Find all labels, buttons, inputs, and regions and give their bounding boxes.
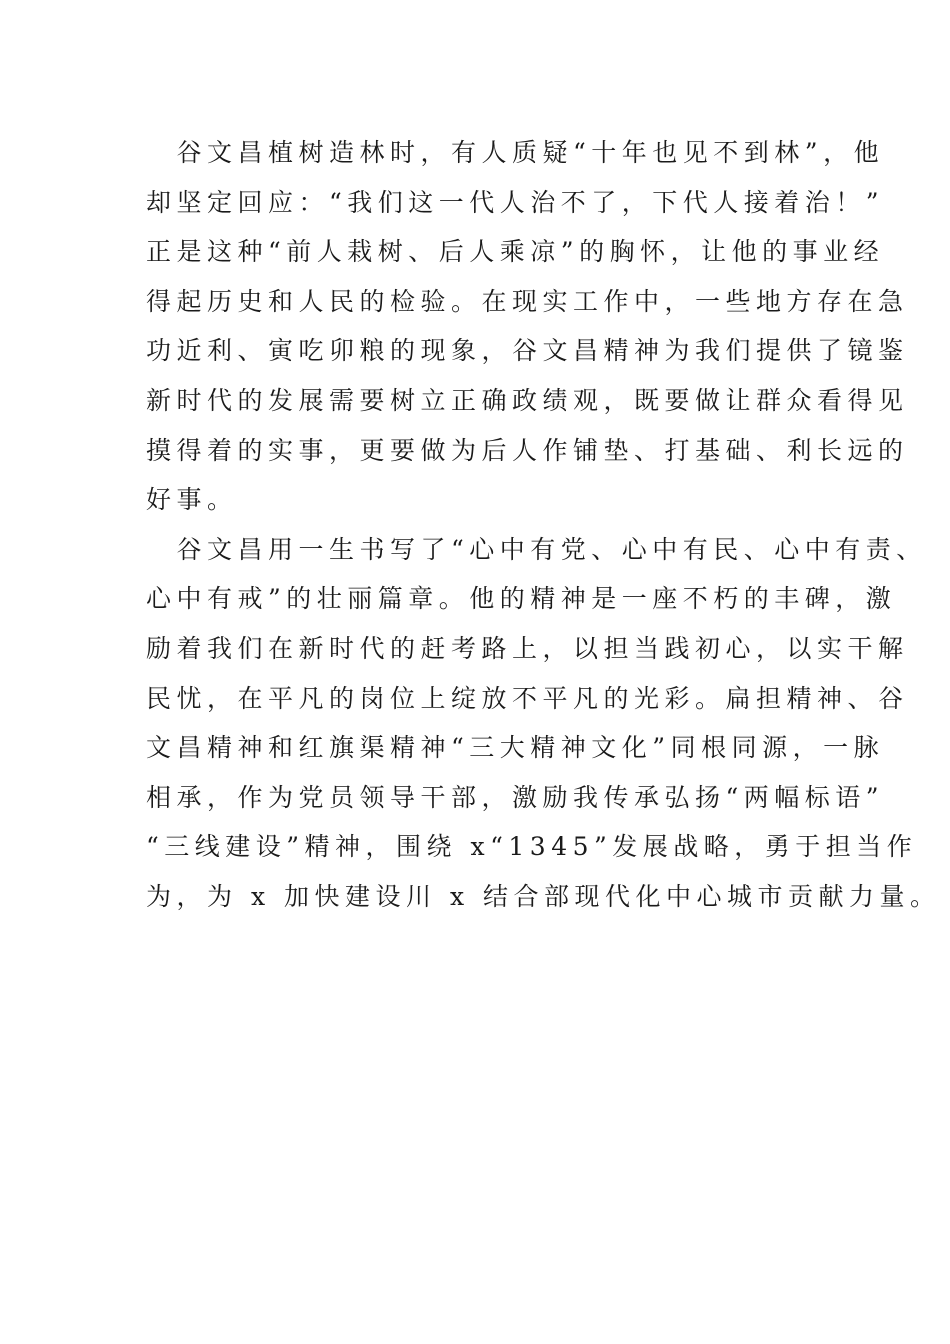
paragraph-1-line-8: 好事。 xyxy=(146,485,238,515)
paragraph-2-line-1: 谷文昌用一生书写了“心中有党、心中有民、心中有责、 xyxy=(146,534,927,564)
paragraph-2-line-4: 民忧，在平凡的岗位上绽放不平凡的光彩。扁担精神、谷 xyxy=(146,683,909,713)
paragraph-1-line-3: 正是这种“前人栽树、后人乘凉”的胸怀，让他的事业经 xyxy=(146,237,885,267)
paragraph-2-line-5: 文昌精神和红旗渠精神“三大精神文化”同根同源，一脉 xyxy=(146,733,885,763)
paragraph-2-line-3: 励着我们在新时代的赶考路上，以担当践初心，以实干解 xyxy=(146,633,909,663)
paragraph-2 xyxy=(146,525,941,922)
paragraph-1-line-4: 得起历史和人民的检验。在现实工作中，一些地方存在急 xyxy=(146,286,909,316)
paragraph-2-line-2: 心中有戒”的壮丽篇章。他的精神是一座不朽的丰碑，激 xyxy=(146,584,897,614)
paragraph-2-line-8: 为，为 x 加快建设川 x 结合部现代化中心城市贡献力量。 xyxy=(146,881,941,911)
paragraph-2-line-7: “三线建设”精神，围绕 x“1345”发展战略，勇于担当作 xyxy=(146,832,918,862)
paragraph-1-line-7: 摸得着的实事，更要做为后人作铺垫、打基础、利长远的 xyxy=(146,435,909,465)
paragraph-1 xyxy=(146,128,909,525)
paragraph-2-line-6: 相承，作为党员领导干部，激励我传承弘扬“两幅标语” xyxy=(146,782,885,812)
paragraph-1-line-1: 谷文昌植树造林时，有人质疑“十年也见不到林”，他 xyxy=(146,138,885,167)
body-text xyxy=(146,128,941,922)
paragraph-1-line-6: 新时代的发展需要树立正确政绩观，既要做让群众看得见 xyxy=(146,385,909,415)
paragraph-1-line-2: 却坚定回应：“我们这一代人治不了，下代人接着治！” xyxy=(146,187,885,217)
paragraph-1-line-5: 功近利、寅吃卯粮的现象，谷文昌精神为我们提供了镜鉴 xyxy=(146,336,909,366)
